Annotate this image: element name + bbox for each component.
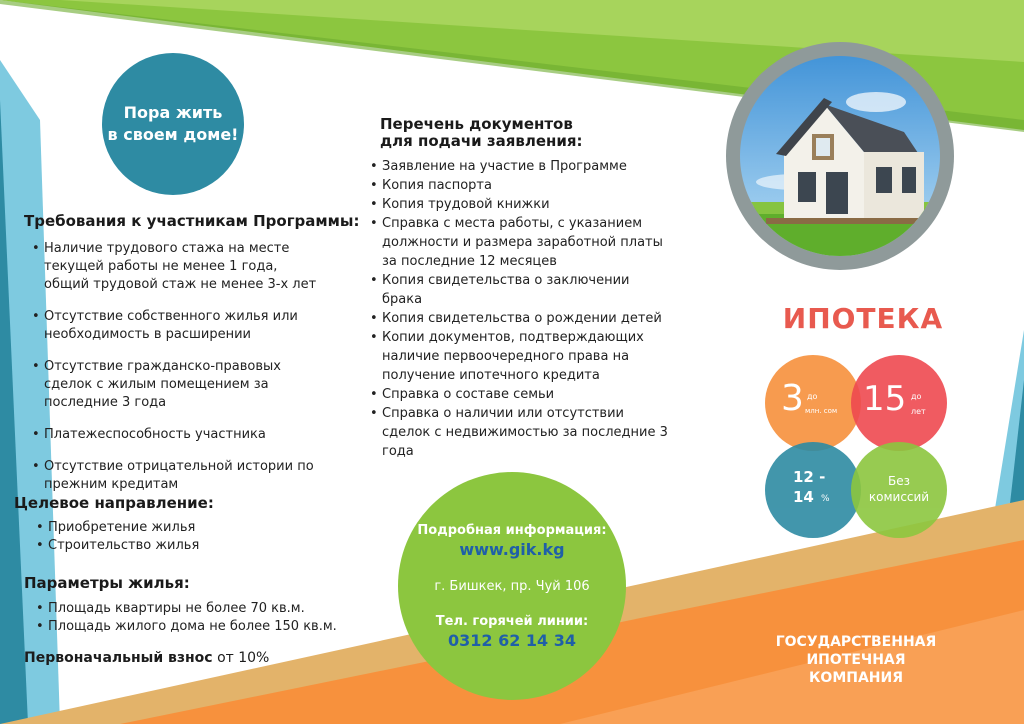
mortgage-title: ИПОТЕКА: [782, 302, 944, 335]
documents-list: [370, 157, 670, 461]
documents-title: [380, 116, 583, 150]
list-item: • Заявление на участие в Программе: [370, 157, 670, 176]
list-item: • Платежеспособность участника: [32, 426, 322, 444]
info-label: Подробная информация:: [417, 522, 607, 538]
fees-line2: комиссий: [868, 490, 930, 504]
amount-prefix: до: [807, 392, 818, 401]
house-photo-frame: [726, 42, 954, 270]
amount-value: 3: [781, 378, 804, 419]
rate-line1: 12 -: [793, 468, 826, 486]
company-line1: ГОСУДАРСТВЕННАЯ: [775, 634, 937, 650]
rate-unit: %: [821, 494, 830, 504]
list-item: • Площадь жилого дома не более 150 кв.м.: [36, 618, 356, 636]
list-item: • Строительство жилья: [36, 537, 296, 555]
list-item: • Справка о наличии или отсутствии сделок с недвижимостью за последние 3 года: [370, 404, 670, 461]
fees-circle: [851, 442, 947, 538]
address: г. Бишкек, пр. Чуй 106: [434, 578, 590, 594]
rate-circle: [765, 442, 861, 538]
documents-title-line2: для подачи заявления:: [380, 132, 583, 150]
list-item: • Приобретение жилья: [36, 519, 296, 537]
company-name: [756, 633, 956, 687]
years-value: 15: [863, 379, 907, 419]
requirements-title: Требования к участникам Программы:: [24, 212, 360, 230]
years-unit: лет: [911, 407, 926, 416]
list-item: • Отсутствие отрицательной истории по прежним кредитам: [32, 458, 322, 494]
list-item: • Копия свидетельства о заключении брака: [370, 271, 670, 309]
house-photo: [726, 42, 954, 270]
list-item: • Отсутствие гражданско-правовых сделок с жилым помещением за последние 3 года: [32, 358, 322, 412]
slogan-circle: [102, 53, 244, 195]
downpayment: [24, 650, 269, 666]
purpose-title: Целевое направление:: [14, 494, 214, 512]
list-item: • Площадь квартиры не более 70 кв.м.: [36, 600, 356, 618]
list-item: • Копии документов, подтверждающих наличие первоочередного права на получение ипотечного кредита: [370, 328, 670, 385]
slogan-line2: в своем доме!: [107, 125, 239, 144]
housing-title: Параметры жилья:: [24, 574, 190, 592]
amount-unit: млн. сом: [805, 407, 838, 415]
years-prefix: до: [911, 392, 922, 401]
fees-line1: Без: [888, 474, 910, 488]
company-line2: ИПОТЕЧНАЯ: [806, 652, 906, 668]
purpose-list: [36, 519, 296, 555]
years-circle: [851, 355, 947, 451]
amount-circle: [765, 355, 861, 451]
list-item: • Справка о составе семьи: [370, 385, 670, 404]
list-item: • Наличие трудового стажа на месте текущей работы не менее 1 года, общий трудовой стаж не менее 3-х лет: [32, 240, 322, 294]
list-item: • Справка с места работы, с указанием должности и размера заработной платы за последние 12 месяцев: [370, 214, 670, 271]
list-item: • Копия трудовой книжки: [370, 195, 670, 214]
documents-title-line1: Перечень документов: [380, 115, 573, 133]
hotline-label: Тел. горячей линии:: [435, 613, 589, 629]
slogan-line1: Пора жить: [123, 103, 223, 122]
downpayment-value: от 10%: [217, 650, 270, 666]
company-line3: КОМПАНИЯ: [808, 670, 904, 686]
contact-circle: [398, 472, 626, 700]
housing-list: [36, 600, 356, 636]
list-item: • Копия свидетельства о рождении детей: [370, 309, 670, 328]
list-item: • Копия паспорта: [370, 176, 670, 195]
requirements-list: [32, 240, 322, 494]
website-link[interactable]: www.gik.kg: [459, 539, 565, 559]
list-item: • Отсутствие собственного жилья или необходимость в расширении: [32, 308, 322, 344]
phone-number[interactable]: 0312 62 14 34: [447, 630, 577, 650]
rate-line2: 14: [793, 488, 814, 506]
downpayment-label: Первоначальный взнос: [24, 650, 213, 666]
